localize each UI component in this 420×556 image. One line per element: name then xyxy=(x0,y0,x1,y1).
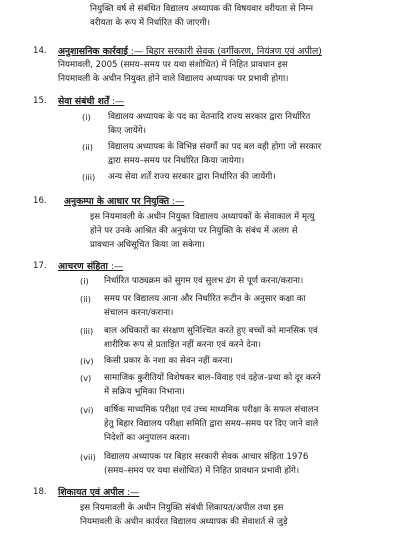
section-15-heading xyxy=(58,96,124,107)
section-14-heading xyxy=(58,46,322,57)
section-16-heading xyxy=(64,196,184,207)
section-17-item-vii-roman: (vii) xyxy=(80,452,96,462)
section-15-item-ii-line-2: द्वारा समय–समय पर निर्धारित किया जायेगा। xyxy=(108,156,245,166)
section-14-line-2: नियमावली के अधीन नियुक्त होने वाले विद्यालय अध्यापक पर प्रभावी होगा। xyxy=(58,74,289,84)
intro-line-2: वरीयता के रूप में निर्धारित की जाएगी। xyxy=(90,18,210,28)
section-15-item-i-roman: (i) xyxy=(82,112,91,122)
section-18-line-2: नियमावली के अधीन कार्यरत विद्यालय अध्यापक की सेवाशर्त से जुड़े xyxy=(80,517,288,527)
section-17-item-vii-line-1: विद्यालय अध्यापक पर बिहार सरकारी सेवक आचार संहिता 1976 xyxy=(104,452,309,462)
section-15-number: 15. xyxy=(33,96,47,106)
section-17-item-ii-line-1: समय पर विद्यालय आना और निर्धारित रूटीन के अनुसार कक्षा का xyxy=(104,294,306,304)
section-15-item-iii-roman: (iii) xyxy=(82,172,96,182)
section-18-number: 18. xyxy=(33,487,47,497)
section-15-item-iii-line-1: अन्य सेवा शर्तें राज्य सरकार द्वारा निर्धारित की जायेंगी। xyxy=(108,172,276,182)
section-17-item-iv-roman: (iv) xyxy=(80,356,94,366)
section-17-item-ii-roman: (ii) xyxy=(80,294,91,304)
section-14-title-tail: :— बिहार सरकारी सेवक (वर्गीकरण, नियंत्रण एवं अपील) xyxy=(127,46,322,57)
section-14-number: 14. xyxy=(33,46,47,56)
intro-line-1: नियुक्ति वर्ष से संबंधित विद्यालय अध्यापक की विषयवार वरीयता से निम्न xyxy=(90,4,314,14)
section-16-line-1: इस नियमावली के अधीन नियुक्त विद्यालय अध्यापकों के सेवाकाल में मृत्यु xyxy=(90,212,315,222)
section-15-item-i-line-2: किए जायेंगे। xyxy=(108,126,146,136)
section-17-item-v-line-2: में सक्रिय भूमिका निभाना। xyxy=(104,387,185,397)
section-17-item-i-roman: (i) xyxy=(80,276,89,286)
section-15-item-ii-roman: (ii) xyxy=(82,142,93,152)
section-17-item-vi-roman: (vi) xyxy=(80,405,94,415)
section-17-item-iii-line-2: शारीरिक रूप से प्रताड़ित नहीं करना एवं करने देना। xyxy=(104,340,262,350)
section-15-item-ii-line-1: विद्यालय अध्यापक के विभिन्न संवर्गों का पद बल वही होगा जो सरकार xyxy=(108,142,322,152)
section-15-title-tail: :— xyxy=(109,96,125,107)
section-17-title: आचरण संहिता xyxy=(58,261,108,272)
section-17-number: 17. xyxy=(33,261,47,271)
section-17-item-iv-line-1: किसी प्रकार के नशा का सेवन नहीं करना। xyxy=(104,356,233,366)
section-15-title: सेवा संबंधी शर्तें xyxy=(58,96,110,107)
section-14-title: अनुशासनिक कार्रवाई xyxy=(58,46,128,57)
section-17-title-tail: :— xyxy=(107,261,124,272)
section-17-item-vii-line-2: (समय–समय पर यथा संशोधित) में निहित प्रावधान प्रभावी होंगे। xyxy=(104,466,300,476)
section-18-heading xyxy=(58,487,139,498)
section-17-item-iii-line-1: बाल अधिकारों का संरक्षण सुनिश्चित करते हुए बच्चों को मानसिक एवं xyxy=(104,326,318,336)
section-18-title-tail: :— xyxy=(124,487,140,498)
section-16-line-3: प्रावधान अधिसूचित किया जा सकेगा। xyxy=(90,240,205,250)
section-15-item-i-line-1: विद्यालय अध्यापक के पद का वेतनादि राज्य सरकार द्वारा निर्धारित xyxy=(108,112,311,122)
section-17-item-i-line-1: निर्धारित पाठ्यक्रम को सुगम एवं सुलभ ढंग से पूर्ण करना/कराना। xyxy=(104,276,304,286)
section-17-heading xyxy=(58,261,123,272)
section-17-item-vi-line-2: हेतु बिहार विद्यालय परीक्षा समिति द्वारा समय–समय पर दिए जाने वाले xyxy=(104,419,319,429)
section-16-line-2: होने पर उनके आश्रित की अनुकंपा पर नियुक्ति के संबंध में अलग से xyxy=(90,226,298,236)
section-17-item-vi-line-1: वार्षिक माध्यमिक परीक्षा एवं उच्च माध्यमिक परीक्षा के सफल संचालन xyxy=(104,405,319,415)
section-17-item-iii-roman: (iii) xyxy=(80,326,94,336)
section-18-title: शिकायत एवं अपील xyxy=(58,487,125,498)
section-18-line-1: इस नियमावली के अधीन नियुक्ति संबंधी शिकायत/अपील तथा इस xyxy=(80,503,284,513)
section-14-line-1: नियमावली, 2005 (समय–समय पर यथा संशोधित) में निहित प्रावधान इस xyxy=(58,60,288,70)
section-16-title-tail: :— xyxy=(169,196,185,207)
section-17-item-v-line-1: सामाजिक कुरीतियों विशेषकर बाल–विवाह एवं दहेज–प्रथा को दूर करने xyxy=(104,373,321,383)
section-16-number: 16. xyxy=(33,196,47,206)
section-16-title: अनुकम्पा के आधार पर नियुक्ति xyxy=(64,196,170,207)
section-17-item-v-roman: (v) xyxy=(80,373,92,383)
section-17-item-ii-line-2: संचालन करना/कराना। xyxy=(104,308,174,318)
section-17-item-vi-line-3: निदेशों का अनुपालन करना। xyxy=(104,433,191,443)
